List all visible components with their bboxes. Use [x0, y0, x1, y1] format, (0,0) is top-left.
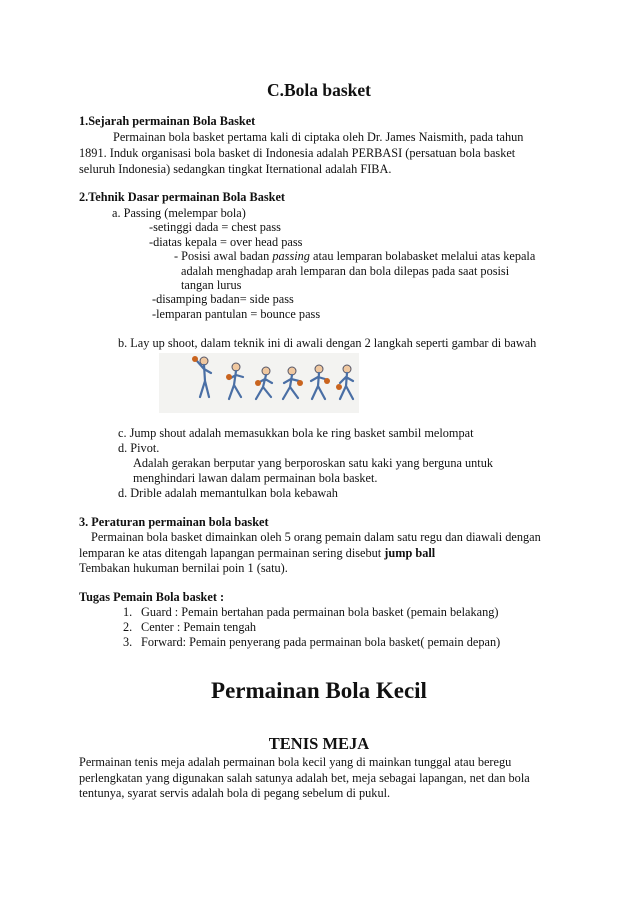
peraturan-line3: Tembakan hukuman bernilai poin 1 (satu). [79, 561, 288, 575]
tugas-item-guard [123, 605, 499, 620]
sejarah-heading: 1.Sejarah permainan Bola Basket [79, 114, 256, 128]
jump-ball-term: jump ball [384, 546, 436, 560]
teknik-pivot: d. Pivot. [118, 441, 160, 455]
tenis-line1: Permainan tenis meja adalah permainan bola kecil yang di mainkan tunggal atau beregu [79, 755, 512, 769]
peraturan-line2 [79, 546, 435, 561]
list-text: Guard : Pemain bertahan pada permainan bola basket (pemain belakang) [141, 605, 499, 619]
peraturan-heading: 3. Peraturan permainan bola basket [79, 515, 269, 529]
teknik-jump-shout: c. Jump shout adalah memasukkan bola ke ring basket sambil melompat [118, 426, 474, 440]
section-title: Permainan Bola Kecil [211, 678, 427, 703]
tugas-item-center [123, 620, 256, 635]
teknik-heading: 2.Tehnik Dasar permainan Bola Basket [79, 190, 286, 204]
posisi-prefix: - Posisi awal badan [174, 249, 273, 263]
teknik-posisi-line3: tangan lurus [181, 278, 242, 292]
teknik-pivot-line2: Adalah gerakan berputar yang berporoskan satu kaki yang berguna untuk [133, 456, 494, 470]
teknik-bounce-pass: -lemparan pantulan = bounce pass [152, 307, 321, 321]
teknik-passing: a. Passing (melempar bola) [112, 206, 246, 220]
teknik-posisi-line1 [174, 249, 535, 264]
tenis-line3: tentunya, syarat servis adalah bola di pegang sebelum di pukul. [79, 786, 391, 800]
teknik-pivot-line3: menghindari lawan dalam permainan bola basket. [133, 471, 378, 485]
tugas-item-forward [123, 635, 500, 650]
list-number: 3. [123, 635, 133, 649]
tenis-line2: perlengkatan yang digunakan salah satunya adalah bet, meja sebagai lapangan, net dan bola [79, 771, 530, 785]
posisi-italic: passing [272, 249, 310, 263]
list-text: Forward: Pemain penyerang pada permainan bola basket( pemain depan) [141, 635, 501, 649]
teknik-chest-pass: -setinggi dada = chest pass [149, 220, 281, 234]
peraturan-line2-text: lemparan ke atas ditengah lapangan permainan sering disebut [79, 546, 385, 560]
page-title: C.Bola basket [266, 80, 372, 100]
teknik-overhead-pass: -diatas kepala = over head pass [149, 235, 303, 249]
teknik-side-pass: -disamping badan= side pass [152, 292, 294, 306]
tenis-heading: TENIS MEJA [268, 734, 370, 753]
tugas-heading: Tugas Pemain Bola basket : [79, 590, 225, 604]
basketball-players-icon [159, 353, 359, 413]
posisi-suffix: atau lemparan bolabasket melalui atas kepala [309, 249, 536, 263]
sejarah-line2: 1891. Induk organisasi bola basket di Indonesia adalah PERBASI (persatuan bola basket [79, 146, 516, 160]
teknik-posisi-line2: adalah menghadap arah lemparan dan bola dilepas pada saat posisi [181, 264, 510, 278]
teknik-drible: d. Drible adalah memantulkan bola kebawah [118, 486, 338, 500]
teknik-layup: b. Lay up shoot, dalam teknik ini di awali dengan 2 langkah seperti gambar di bawah [118, 336, 537, 350]
layup-illustration [159, 353, 359, 413]
list-number: 1. [123, 605, 133, 619]
list-number: 2. [123, 620, 133, 634]
sejarah-line1: Permainan bola basket pertama kali di ciptaka oleh Dr. James Naismith, pada tahun [113, 130, 524, 144]
sejarah-line3: seluruh Indonesia) sedangkan tingkat Iternational adalah FIBA. [79, 162, 392, 176]
peraturan-line1: Permainan bola basket dimainkan oleh 5 orang pemain dalam satu regu dan diawali dengan [91, 530, 541, 544]
list-text: Center : Pemain tengah [141, 620, 257, 634]
